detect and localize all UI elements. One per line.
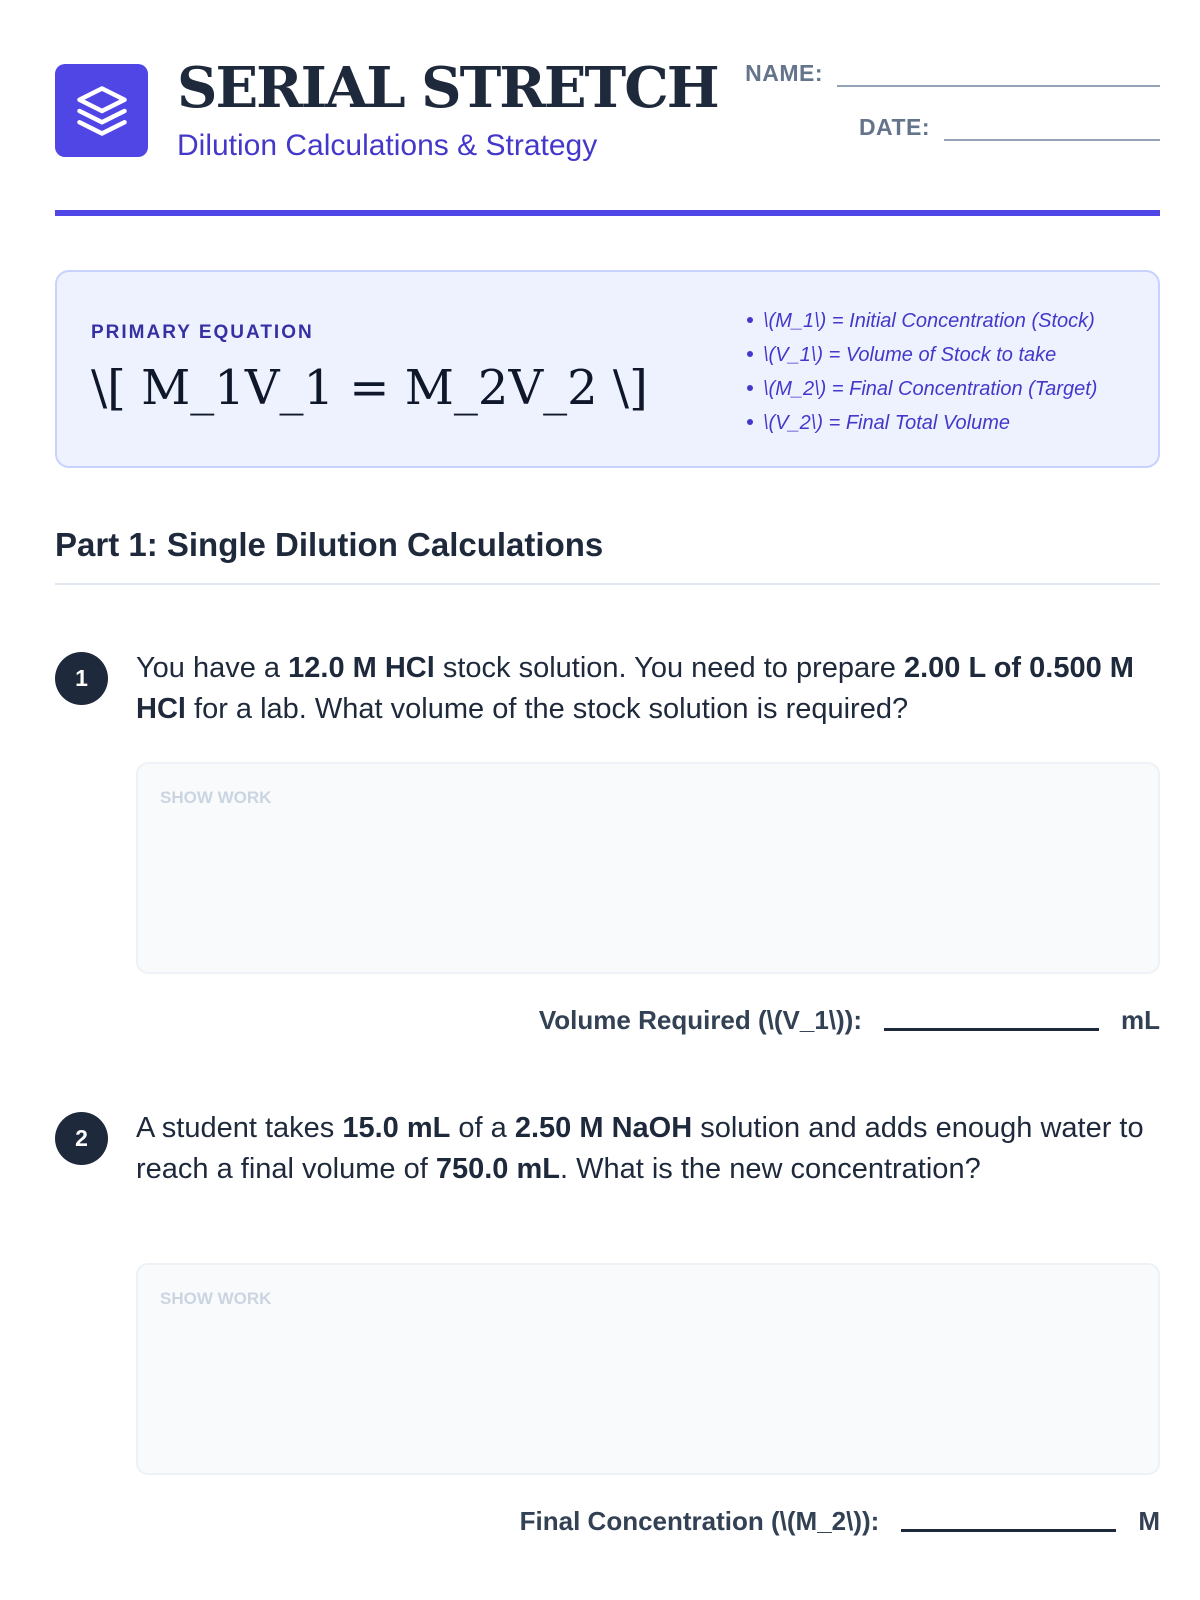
text-run: solution and adds enough water to reach a final volume of xyxy=(136,1112,1144,1185)
show-work-label: SHOW WORK xyxy=(160,1289,272,1308)
show-work-label: SHOW WORK xyxy=(160,788,272,807)
show-work-area[interactable] xyxy=(136,762,1160,974)
name-line[interactable] xyxy=(837,65,1160,87)
date-label: DATE: xyxy=(858,114,930,140)
legend-text: \(M_1\) = Initial Concentration (Stock) xyxy=(763,310,1095,332)
bullet-icon xyxy=(747,351,753,357)
question-number-badge: 1 xyxy=(55,652,108,705)
equation-box xyxy=(55,270,1160,468)
logo xyxy=(55,64,148,157)
date-field[interactable] xyxy=(859,114,1160,141)
layers-icon xyxy=(75,84,129,138)
legend-item xyxy=(747,338,1097,372)
legend-text: \(V_1\) = Volume of Stock to take xyxy=(763,344,1057,366)
legend-item xyxy=(747,372,1097,406)
legend-item xyxy=(747,304,1097,338)
bullet-icon xyxy=(747,419,753,425)
question-text xyxy=(136,648,1166,730)
emphasis-text: 2.50 M NaOH xyxy=(514,1112,693,1144)
equation-legend xyxy=(747,304,1097,440)
answer-blank[interactable] xyxy=(901,1512,1116,1532)
text-run: stock solution. You need to prepare xyxy=(434,652,904,684)
emphasis-text: 15.0 mL xyxy=(342,1112,451,1144)
answer-row xyxy=(539,1005,1160,1036)
bullet-icon xyxy=(747,317,753,323)
answer-blank[interactable] xyxy=(884,1011,1099,1031)
question-text xyxy=(136,1108,1166,1190)
answer-label: Final Concentration (\(M_2\)): xyxy=(519,1506,880,1536)
name-field[interactable] xyxy=(745,60,1160,87)
answer-row xyxy=(520,1506,1160,1537)
equation-formula: \[ M_1V_1 = M_2V_2 \] xyxy=(91,360,648,416)
page-title: SERIAL STRETCH xyxy=(177,55,718,121)
legend-text: \(V_2\) = Final Total Volume xyxy=(763,412,1010,434)
legend-text: \(M_2\) = Final Concentration (Target) xyxy=(763,378,1098,400)
bullet-icon xyxy=(747,385,753,391)
section-title: Part 1: Single Dilution Calculations xyxy=(55,526,604,563)
date-line[interactable] xyxy=(944,119,1160,141)
answer-unit: M xyxy=(1138,1506,1160,1536)
text-run: of a xyxy=(450,1112,515,1144)
page-subtitle: Dilution Calculations & Strategy xyxy=(177,129,598,162)
text-run: You have a xyxy=(136,652,289,684)
text-run: for a lab. What volume of the stock solution is required? xyxy=(185,693,909,725)
text-run: . What is the new concentration? xyxy=(559,1153,981,1185)
answer-unit: mL xyxy=(1121,1005,1160,1035)
header-divider xyxy=(55,210,1160,216)
name-label: NAME: xyxy=(745,60,823,86)
legend-item xyxy=(747,406,1097,440)
answer-label: Volume Required (\(V_1\)): xyxy=(538,1005,862,1035)
question-number-badge: 2 xyxy=(55,1112,108,1165)
text-run: A student takes xyxy=(136,1112,343,1144)
show-work-area[interactable] xyxy=(136,1263,1160,1475)
emphasis-text: 2.00 L of 0.500 M HCl xyxy=(136,652,1134,725)
equation-label: PRIMARY EQUATION xyxy=(91,322,314,343)
section-divider xyxy=(55,583,1160,585)
worksheet-header xyxy=(55,56,1160,176)
emphasis-text: 12.0 M HCl xyxy=(288,652,435,684)
emphasis-text: 750.0 mL xyxy=(435,1153,560,1185)
